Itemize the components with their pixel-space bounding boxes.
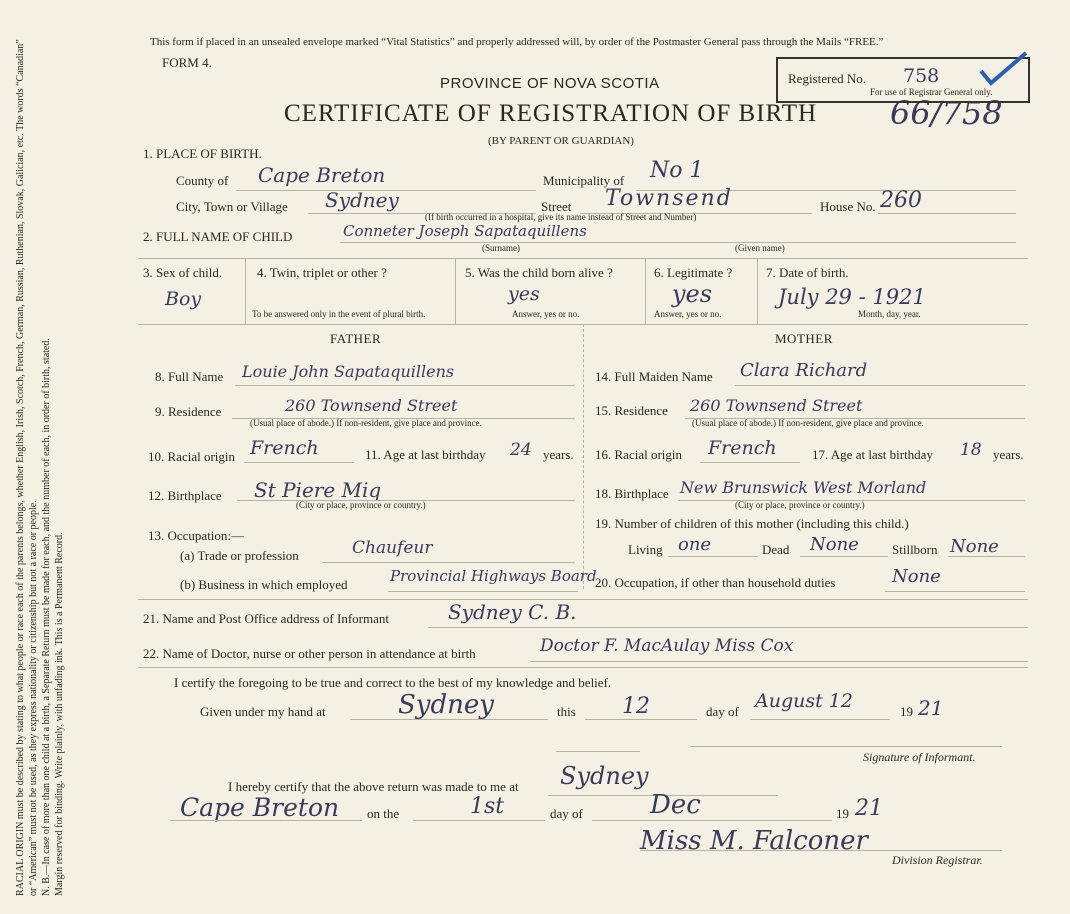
registrar-signature-label: Division Registrar. xyxy=(892,853,983,867)
doctor-label: 22. Name of Doctor, nurse or other person in attendance at birth xyxy=(143,646,476,661)
given-under-label: Given under my hand at xyxy=(200,704,326,719)
this-label: this xyxy=(557,704,576,719)
mother-years: years. xyxy=(993,447,1024,462)
mother-residence-label: 15. Residence xyxy=(595,403,668,418)
informant-signature-label: Signature of Informant. xyxy=(863,750,976,764)
page-title: CERTIFICATE OF REGISTRATION OF BIRTH xyxy=(284,100,818,127)
place-of-birth-label: 1. PLACE OF BIRTH. xyxy=(143,146,262,161)
father-birthplace-value: St Piere Miq xyxy=(254,478,382,502)
living-value: one xyxy=(678,534,712,555)
father-name-label: 8. Full Name xyxy=(155,369,224,384)
father-age-label: 11. Age at last birthday xyxy=(365,447,486,462)
father-birthplace-label: 12. Birthplace xyxy=(148,488,222,503)
mother-occupation-value: None xyxy=(892,566,941,587)
father-trade-label: (a) Trade or profession xyxy=(180,548,299,563)
registered-label: Registered No. xyxy=(788,71,866,86)
county-label: County of xyxy=(176,173,229,188)
certify-text: I certify the foregoing to be true and correct to the best of my knowledge and belief. xyxy=(174,675,612,690)
dead-value: None xyxy=(810,534,859,555)
sex-label: 3. Sex of child. xyxy=(143,265,223,280)
father-birthplace-note: (City or place, province or country.) xyxy=(296,500,426,510)
form-number: FORM 4. xyxy=(162,55,212,70)
given-name-label: (Given name) xyxy=(735,243,785,253)
alive-note: Answer, yes or no. xyxy=(512,309,580,319)
mother-birthplace-note: (City or place, province or country.) xyxy=(735,500,865,510)
mother-birthplace-value: New Brunswick West Morland xyxy=(680,478,927,497)
stillborn-label: Stillborn xyxy=(892,542,938,557)
twin-note: To be answered only in the event of plural birth. xyxy=(252,309,426,319)
registrar-day: 1st xyxy=(470,794,505,819)
registrar-text: I hereby certify that the above return was made to me at xyxy=(228,779,519,794)
children-count-label: 19. Number of children of this mother (including this child.) xyxy=(595,516,909,531)
mother-residence-value: 260 Townsend Street xyxy=(690,396,863,415)
province-title: PROVINCE OF NOVA SCOTIA xyxy=(440,75,660,92)
registrar-county: Cape Breton xyxy=(180,793,340,822)
year-value: 21 xyxy=(918,696,944,720)
mail-notice: This form if placed in an unsealed envelope marked “Vital Statistics” and properly addressed will, by order of the Postmaster General pass through the Mails “FREE.” xyxy=(150,36,884,48)
father-residence-label: 9. Residence xyxy=(155,404,222,419)
municipality-value: No 1 xyxy=(650,158,704,183)
city-label: City, Town or Village xyxy=(176,199,288,214)
given-place-value: Sydney xyxy=(398,690,494,720)
mother-name-value: Clara Richard xyxy=(740,360,868,381)
father-heading: FATHER xyxy=(330,331,382,346)
registrar-year-prefix: 19 xyxy=(836,806,849,821)
year-prefix: 19 xyxy=(900,704,913,719)
house-value: 260 xyxy=(880,188,922,213)
mother-residence-note: (Usual place of abode.) If non-resident, give place and province. xyxy=(692,418,924,428)
county-value: Cape Breton xyxy=(258,163,386,187)
child-name-label: 2. FULL NAME OF CHILD xyxy=(143,229,293,244)
mother-age-value: 18 xyxy=(960,440,982,460)
alive-label: 5. Was the child born alive ? xyxy=(465,265,613,280)
father-residence-value: 260 Townsend Street xyxy=(285,396,458,415)
registrar-month: Dec xyxy=(650,790,701,820)
house-label: House No. xyxy=(820,199,876,214)
father-race-value: French xyxy=(250,437,319,459)
sex-value: Boy xyxy=(165,288,202,310)
mother-age-label: 17. Age at last birthday xyxy=(812,447,933,462)
margin-notes xyxy=(14,36,66,896)
page-subtitle: (BY PARENT OR GUARDIAN) xyxy=(488,135,634,147)
check-mark-icon xyxy=(976,51,1036,91)
registrar-signature: Miss M. Falconer xyxy=(640,826,868,856)
doctor-value: Doctor F. MacAulay Miss Cox xyxy=(540,636,794,656)
father-residence-note: (Usual place of abode.) If non-resident, give place and province. xyxy=(250,418,482,428)
handwritten-reg-number: 66/758 xyxy=(890,94,1003,132)
dob-note: Month, day, year. xyxy=(858,309,921,319)
registrar-on-the: on the xyxy=(367,806,400,821)
father-age-value: 24 xyxy=(510,440,532,460)
mother-occupation-label: 20. Occupation, if other than household duties xyxy=(595,575,836,590)
alive-value: yes xyxy=(508,283,540,305)
registrar-box xyxy=(776,57,1030,103)
legitimate-note: Answer, yes or no. xyxy=(654,309,722,319)
margin-note-nb: N. B.—In case of more than one child at a birth, a Separate Return must be made for each, and the number of each, in order of birth, stated. xyxy=(41,338,52,896)
father-race-label: 10. Racial origin xyxy=(148,449,236,464)
registrar-place: Sydney xyxy=(560,762,649,790)
father-trade-value: Chaufeur xyxy=(352,538,433,558)
surname-label: (Surname) xyxy=(482,243,520,253)
margin-note-racial: RACIAL ORIGIN must be described by stating to what people or race each of the parents belongs, whether English, Irish, Scotch, French, German, Russian, Ruthenian, Slovak, Galician, etc. The words “Canadian” or “American” must not be used, as they express nationality or citizenship but not a race or people. xyxy=(15,39,39,896)
mother-birthplace-label: 18. Birthplace xyxy=(595,486,669,501)
city-value: Sydney xyxy=(325,188,399,212)
father-years: years. xyxy=(543,447,574,462)
day-value: 12 xyxy=(622,694,650,719)
margin-note-binding: Margin reserved for binding. Write plainly, with unfading ink. This is a Permanent Record. xyxy=(54,532,65,896)
father-name-value: Louie John Sapataquillens xyxy=(242,362,455,381)
legitimate-label: 6. Legitimate ? xyxy=(654,265,733,280)
street-label: Street xyxy=(541,199,572,214)
informant-label: 21. Name and Post Office address of Informant xyxy=(143,611,389,626)
hospital-note: (If birth occurred in a hospital, give its name instead of Street and Number) xyxy=(425,212,697,222)
mother-name-label: 14. Full Maiden Name xyxy=(595,369,713,384)
mother-race-value: French xyxy=(708,437,777,459)
mother-heading: MOTHER xyxy=(775,331,833,346)
stillborn-value: None xyxy=(950,536,999,557)
living-label: Living xyxy=(628,542,663,557)
father-occupation-label: 13. Occupation:— xyxy=(148,528,245,543)
street-value: Townsend xyxy=(605,186,733,211)
registered-note: For use of Registrar General only. xyxy=(870,87,993,97)
registrar-day-of: day of xyxy=(550,806,583,821)
registrar-year: 21 xyxy=(855,796,883,821)
father-business-label: (b) Business in which employed xyxy=(180,577,348,592)
legitimate-value: yes xyxy=(672,280,713,308)
month-value: August 12 xyxy=(755,690,853,712)
father-business-value: Provincial Highways Board xyxy=(390,567,597,585)
dob-value: July 29 - 1921 xyxy=(778,285,926,309)
child-name-value: Conneter Joseph Sapataquillens xyxy=(343,222,587,240)
dead-label: Dead xyxy=(762,542,790,557)
twin-label: 4. Twin, triplet or other ? xyxy=(257,265,387,280)
mother-race-label: 16. Racial origin xyxy=(595,447,683,462)
day-of-label: day of xyxy=(706,704,739,719)
registered-value: 758 xyxy=(903,65,940,87)
informant-value: Sydney C. B. xyxy=(448,600,577,624)
municipality-label: Municipality of xyxy=(543,173,625,188)
dob-label: 7. Date of birth. xyxy=(766,265,849,280)
